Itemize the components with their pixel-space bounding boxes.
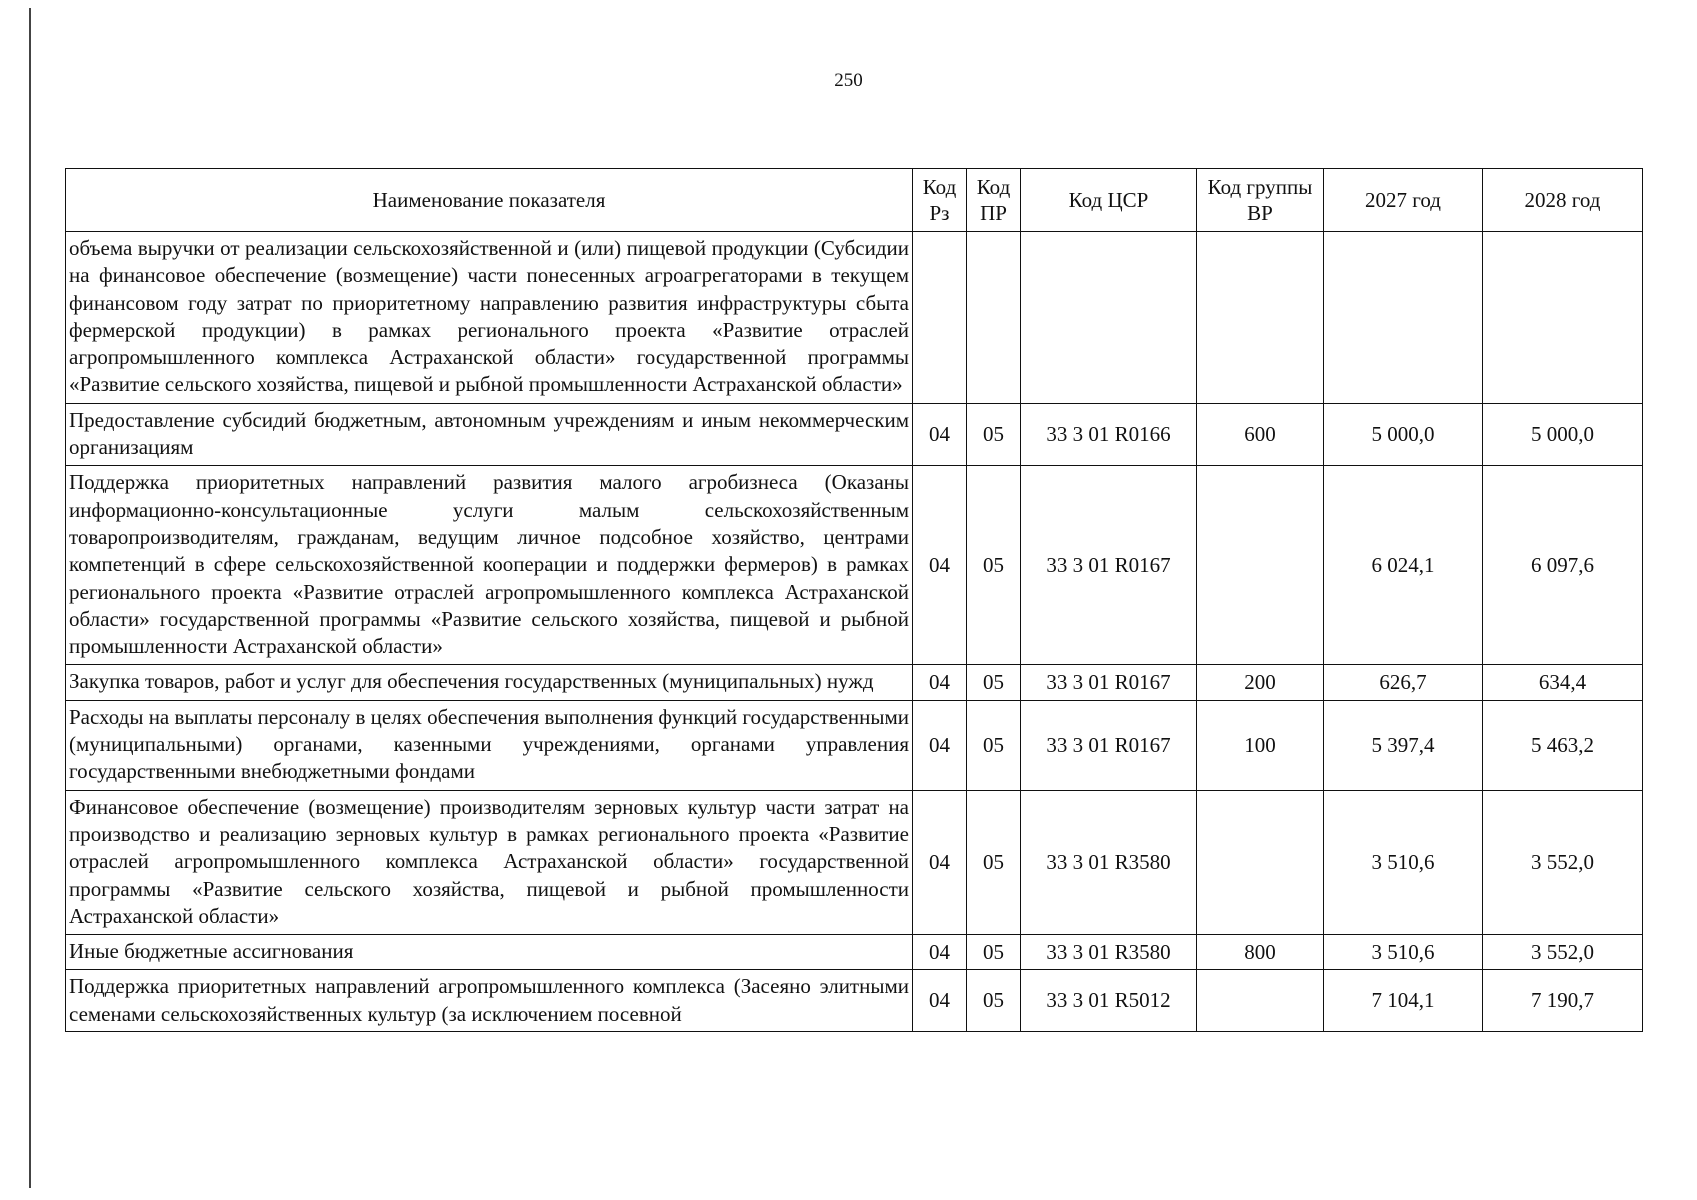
header-row <box>66 169 1643 232</box>
row-pr: 05 <box>967 665 1021 700</box>
row-pr: 05 <box>967 970 1021 1032</box>
row-2028: 7 190,7 <box>1483 970 1643 1032</box>
header-pr: Код ПР <box>967 169 1021 232</box>
binding-margin-line <box>29 8 31 1188</box>
table-row <box>66 935 1643 970</box>
row-2028: 3 552,0 <box>1483 790 1643 934</box>
row-rz: 04 <box>913 665 967 700</box>
budget-table <box>65 168 1643 1032</box>
row-2028: 634,4 <box>1483 665 1643 700</box>
row-2027: 6 024,1 <box>1324 466 1483 665</box>
row-vr <box>1197 232 1324 404</box>
row-2028 <box>1483 232 1643 404</box>
row-rz <box>913 232 967 404</box>
row-csr: 33 3 01 R3580 <box>1021 790 1197 934</box>
table-row <box>66 403 1643 466</box>
row-vr <box>1197 790 1324 934</box>
row-vr <box>1197 466 1324 665</box>
row-vr: 200 <box>1197 665 1324 700</box>
row-csr: 33 3 01 R5012 <box>1021 970 1197 1032</box>
row-name: Предоставление субсидий бюджетным, автономным учреждениям и иным некоммерческим организациям <box>66 403 913 466</box>
row-name-text: Поддержка приоритетных направлений агропромышленного комплекса (Засеяно элитными семенами сельскохозяйственных культур (за исключением посевной <box>69 974 909 1026</box>
row-csr: 33 3 01 R3580 <box>1021 935 1197 970</box>
row-name <box>66 970 913 1032</box>
row-2027: 3 510,6 <box>1324 790 1483 934</box>
row-pr: 05 <box>967 790 1021 934</box>
header-vr: Код группы ВР <box>1197 169 1324 232</box>
table-row <box>66 970 1643 1032</box>
page-number: 250 <box>834 70 863 91</box>
row-name: Закупка товаров, работ и услуг для обеспечения государственных (муниципальных) нужд <box>66 665 913 700</box>
row-name: Финансовое обеспечение (возмещение) производителям зерновых культур части затрат на производство и реализацию зерновых культур в рамках регионального проекта «Развитие отраслей агропромышленного комплекса Астраханской области» государственной программы «Развитие сельского хозяйства, пищевой и рыбной промышленности Астраханской области» <box>66 790 913 934</box>
table-row <box>66 466 1643 665</box>
table-row <box>66 665 1643 700</box>
row-rz: 04 <box>913 403 967 466</box>
table-body <box>66 232 1643 1032</box>
row-csr: 33 3 01 R0167 <box>1021 665 1197 700</box>
row-name: Поддержка приоритетных направлений развития малого агробизнеса (Оказаны информационно-консультационные услуги малым сельскохозяйственным товаропроизводителям, гражданам, ведущим личное подсобное хозяйство, центрами компетенций в сфере сельскохозяйственной кооперации и поддержки фермеров) в рамках регионального проекта «Развитие отраслей агропромышленного комплекса Астраханской области» государственной программы «Развитие сельского хозяйства, пищевой и рыбной промышленности Астраханской области» <box>66 466 913 665</box>
row-pr: 05 <box>967 403 1021 466</box>
table-row <box>66 790 1643 934</box>
row-pr <box>967 232 1021 404</box>
row-name: Расходы на выплаты персоналу в целях обеспечения выполнения функций государственными (муниципальными) органами, казенными учреждениями, органами управления государственными внебюджетными фондами <box>66 700 913 790</box>
row-rz: 04 <box>913 466 967 665</box>
table-header <box>66 169 1643 232</box>
row-csr: 33 3 01 R0167 <box>1021 466 1197 665</box>
row-vr: 600 <box>1197 403 1324 466</box>
row-2028: 6 097,6 <box>1483 466 1643 665</box>
row-2027: 5 397,4 <box>1324 700 1483 790</box>
row-csr <box>1021 232 1197 404</box>
header-2028: 2028 год <box>1483 169 1643 232</box>
row-vr: 800 <box>1197 935 1324 970</box>
row-rz: 04 <box>913 700 967 790</box>
row-2027: 5 000,0 <box>1324 403 1483 466</box>
row-name: Иные бюджетные ассигнования <box>66 935 913 970</box>
row-rz: 04 <box>913 935 967 970</box>
row-vr: 100 <box>1197 700 1324 790</box>
row-name: объема выручки от реализации сельскохозяйственной и (или) пищевой продукции (Субсидии на финансовое обеспечение (возмещение) части понесенных агроагрегаторами в текущем финансовом году затрат по приоритетному направлению развития инфраструктуры сбыта фермерской продукции) в рамках регионального проекта «Развитие отраслей агропромышленного комплекса Астраханской области» государственной программы «Развитие сельского хозяйства, пищевой и рыбной промышленности Астраханской области» <box>66 232 913 404</box>
row-csr: 33 3 01 R0166 <box>1021 403 1197 466</box>
table-row <box>66 232 1643 404</box>
row-2027: 7 104,1 <box>1324 970 1483 1032</box>
header-2027: 2027 год <box>1324 169 1483 232</box>
row-csr: 33 3 01 R0167 <box>1021 700 1197 790</box>
row-2027 <box>1324 232 1483 404</box>
row-2028: 5 463,2 <box>1483 700 1643 790</box>
row-pr: 05 <box>967 466 1021 665</box>
row-pr: 05 <box>967 935 1021 970</box>
row-2028: 5 000,0 <box>1483 403 1643 466</box>
header-rz: Код Рз <box>913 169 967 232</box>
row-2027: 3 510,6 <box>1324 935 1483 970</box>
table-row <box>66 700 1643 790</box>
row-vr <box>1197 970 1324 1032</box>
row-pr: 05 <box>967 700 1021 790</box>
header-csr: Код ЦСР <box>1021 169 1197 232</box>
row-2027: 626,7 <box>1324 665 1483 700</box>
row-rz: 04 <box>913 790 967 934</box>
row-2028: 3 552,0 <box>1483 935 1643 970</box>
row-rz: 04 <box>913 970 967 1032</box>
header-name: Наименование показателя <box>66 169 913 232</box>
